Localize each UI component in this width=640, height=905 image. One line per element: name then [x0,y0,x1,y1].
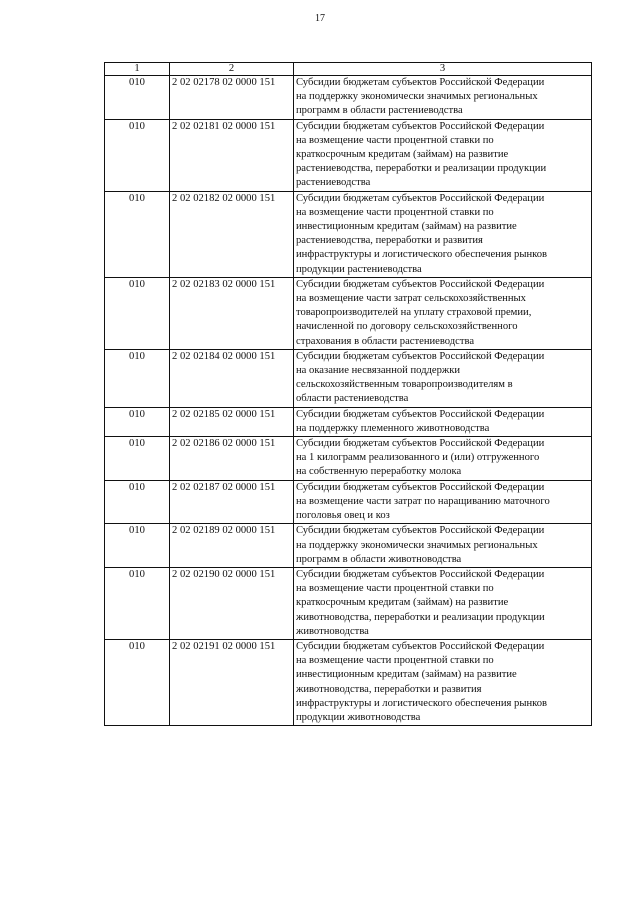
column-header-2: 2 [170,63,294,76]
admin-code-cell: 010 [105,191,170,277]
admin-code-cell: 010 [105,277,170,349]
income-name-line: животноводства, переработки и развития [296,683,482,695]
table-row [105,76,592,120]
column-header-3: 3 [294,63,592,76]
income-name-cell [294,524,592,568]
income-name-line: Субсидии бюджетам субъектов Российской Федерации [296,278,545,290]
admin-code-cell: 010 [105,639,170,725]
budget-code-cell: 2 02 02190 02 0000 151 [170,567,294,639]
budget-code-cell: 2 02 02178 02 0000 151 [170,76,294,120]
budget-code-cell: 2 02 02182 02 0000 151 [170,191,294,277]
budget-code-cell: 2 02 02187 02 0000 151 [170,480,294,524]
income-name-line: области растениеводства [296,393,409,405]
table-row [105,277,592,349]
admin-code-cell: 010 [105,567,170,639]
income-name-line: Субсидии бюджетам субъектов Российской Федерации [296,77,545,88]
income-name-line: страхования в области растениеводства [296,335,475,347]
income-name-line: инвестиционным кредитам (займам) на развитие [296,221,517,233]
income-name-line: программ в области растениеводства [296,105,463,117]
income-name-line: растениеводства, переработки и реализации продукции [296,163,547,175]
income-name-line: инфраструктуры и логистического обеспечения рынков [296,249,548,261]
income-name-line: товаропроизводителей на уплату страховой премии, [296,307,532,319]
table-row [105,480,592,524]
income-name-line: растениеводства [296,177,371,189]
page-number: 17 [315,13,325,24]
budget-code-cell: 2 02 02185 02 0000 151 [170,407,294,436]
income-name-line: сельскохозяйственным товаропроизводителям в [296,379,513,391]
table-row [105,119,592,191]
budget-code-cell: 2 02 02191 02 0000 151 [170,639,294,725]
income-name-cell [294,76,592,120]
income-name-line: на возмещение части процентной ставки по [296,206,494,218]
income-name-cell [294,567,592,639]
income-name-line: на возмещение части процентной ставки по [296,655,494,667]
income-name-line: поголовья овец и коз [296,510,390,522]
income-name-line: инфраструктуры и логистического обеспечения рынков [296,697,548,709]
income-name-line: на возмещение части процентной ставки по [296,583,494,595]
budget-code-cell: 2 02 02183 02 0000 151 [170,277,294,349]
budget-code-cell: 2 02 02184 02 0000 151 [170,349,294,407]
budget-code-cell: 2 02 02189 02 0000 151 [170,524,294,568]
income-name-line: Субсидии бюджетам субъектов Российской Федерации [296,481,545,493]
income-name-cell [294,119,592,191]
income-name-line: на собственную переработку молока [296,466,462,478]
admin-code-cell: 010 [105,437,170,481]
admin-code-cell: 010 [105,76,170,120]
table-body [105,76,592,726]
income-name-line: Субсидии бюджетам субъектов Российской Федерации [296,640,545,652]
income-name-line: Субсидии бюджетам субъектов Российской Федерации [296,120,545,132]
table-row [105,524,592,568]
income-name-line: Субсидии бюджетам субъектов Российской Федерации [296,192,545,204]
income-name-line: на поддержку экономически значимых региональных [296,539,538,551]
income-name-line: Субсидии бюджетам субъектов Российской Федерации [296,350,545,362]
income-name-line: Субсидии бюджетам субъектов Российской Федерации [296,438,545,450]
income-name-line: инвестиционным кредитам (займам) на развитие [296,669,517,681]
admin-code-cell: 010 [105,119,170,191]
income-name-line: на поддержку экономически значимых региональных [296,91,538,103]
income-name-line: Субсидии бюджетам субъектов Российской Федерации [296,525,545,537]
admin-code-cell: 010 [105,349,170,407]
income-name-line: Субсидии бюджетам субъектов Российской Федерации [296,568,545,580]
income-name-line: животноводства, переработки и реализации продукции [296,611,545,623]
budget-code-cell: 2 02 02181 02 0000 151 [170,119,294,191]
column-header-1: 1 [105,63,170,76]
admin-code-cell: 010 [105,480,170,524]
table-row [105,191,592,277]
income-name-line: краткосрочным кредитам (займам) на развитие [296,597,509,609]
table-row [105,437,592,481]
table-row [105,407,592,436]
admin-code-cell: 010 [105,407,170,436]
budget-code-cell: 2 02 02186 02 0000 151 [170,437,294,481]
income-name-line: на оказание несвязанной поддержки [296,365,461,377]
income-name-line: на возмещение части затрат сельскохозяйственных [296,293,526,305]
income-name-cell [294,349,592,407]
income-name-cell [294,639,592,725]
income-name-line: на возмещение части процентной ставки по [296,134,494,146]
income-name-cell [294,191,592,277]
income-name-line: продукции животноводства [296,711,421,723]
income-name-line: начисленной по договору сельскохозяйственного [296,321,518,333]
income-name-line: продукции растениеводства [296,263,422,275]
income-name-line: на 1 килограмм реализованного и (или) отгруженного [296,452,540,464]
admin-code-cell: 010 [105,524,170,568]
income-name-cell [294,407,592,436]
income-name-line: краткосрочным кредитам (займам) на развитие [296,149,509,161]
table-row [105,639,592,725]
income-name-line: программ в области животноводства [296,553,462,565]
income-name-line: Субсидии бюджетам субъектов Российской Федерации [296,408,545,420]
income-name-line: на возмещение части затрат по наращиванию маточного [296,495,550,507]
table-header-row [105,63,592,76]
budget-classification-table [104,62,592,726]
income-name-line: растениеводства, переработки и развития [296,235,483,247]
income-name-line: животноводства [296,625,369,637]
table-row [105,567,592,639]
income-name-cell [294,480,592,524]
table-row [105,349,592,407]
income-name-line: на поддержку племенного животноводства [296,422,490,434]
income-name-cell [294,437,592,481]
income-name-cell [294,277,592,349]
